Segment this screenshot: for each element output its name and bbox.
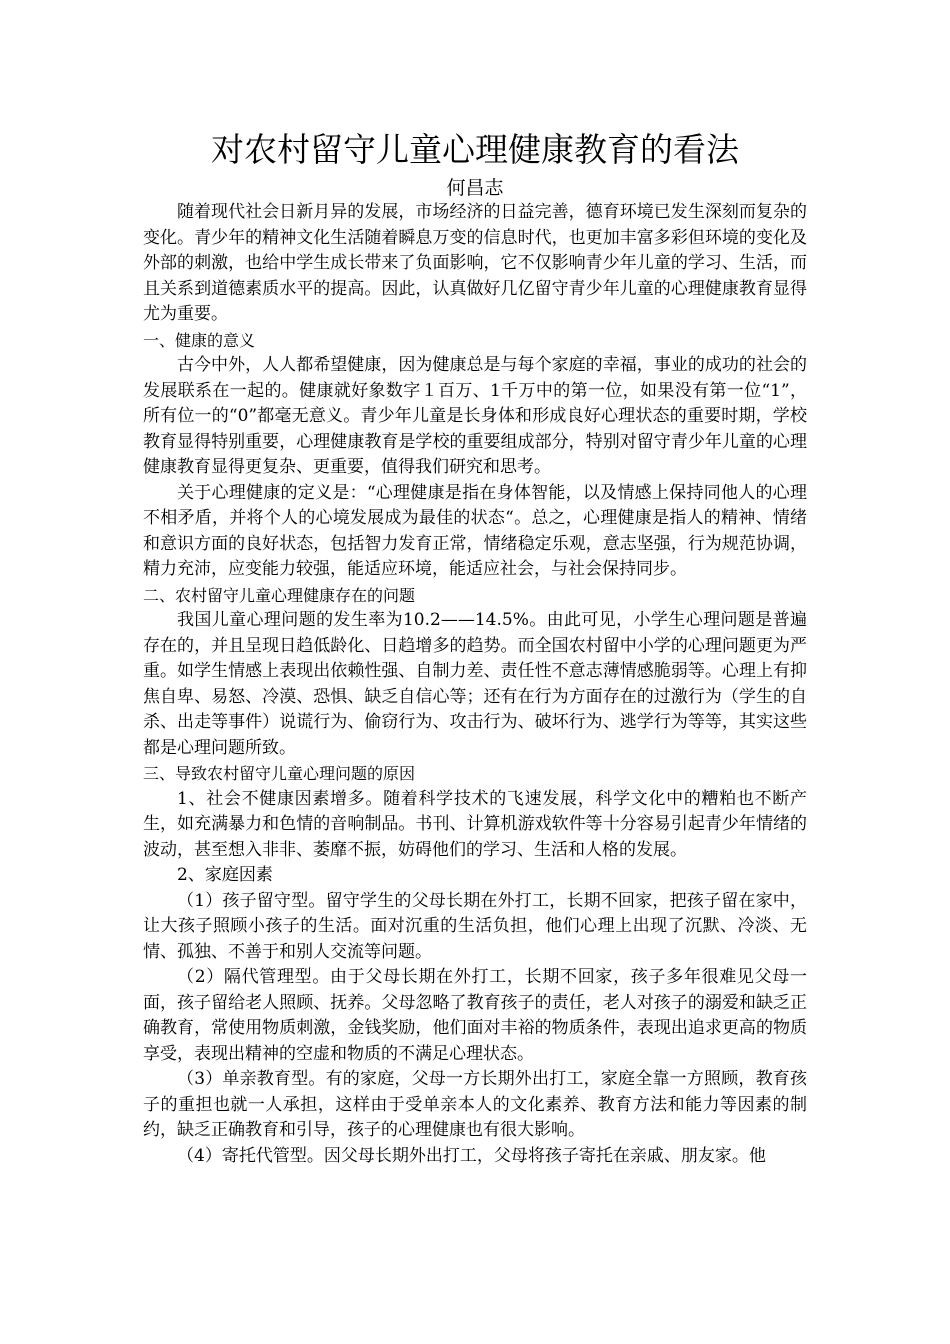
document-title: 对农村留守儿童心理健康教育的看法 (211, 130, 739, 169)
body-paragraph: 关于心理健康的定义是：“心理健康是指在身体智能，以及情感上保持同他人的心理不相矛盾，并将个人的心境发展成为最佳的状态“。总之，心理健康是指人的精神、情绪和意识方面的良好状态，包括智力发育正常，情绪稳定乐观，意志坚强，行为规范协调，精力充沛，应变能力较强，能适应环境，能适应社会，与社会保持同步。 (143, 482, 807, 579)
subheading-family-factors: 2、家庭因素 (177, 865, 273, 885)
body-paragraph: （3）单亲教育型。有的家庭，父母一方长期外出打工，家庭全靠一方照顾，教育孩子的重担也就一人承担，这样由于受单亲本人的文化素养、教育方法和能力等因素的制约，缺乏正确教育和引导，孩子的心理健康也有很大影响。 (143, 1069, 807, 1140)
body-paragraph: 1、社会不健康因素增多。随着科学技术的飞速发展，科学文化中的糟粕也不断产生，如充满暴力和色情的音响制品。书刊、计算机游戏软件等十分容易引起青少年情绪的波动，甚至想入非非、萎靡不振，妨碍他们的学习、生活和人格的发展。 (143, 788, 807, 860)
section-heading-3: 三、导致农村留守儿童心理问题的原因 (143, 764, 416, 783)
section-heading-1: 一、健康的意义 (143, 330, 256, 350)
body-paragraph: 古今中外，人人都希望健康，因为健康总是与每个家庭的幸福，事业的成功的社会的发展联系在一起的。健康就好象数字１百万、1千万中的第一位，如果没有第一位“1”，所有位一的“0”都毫无意义。青少年儿童是长身体和形成良好心理状态的重要时期，学校教育显得特别重要，心理健康教育是学校的重要组成部分，特别对留守青少年儿童的心理健康教育显得更复杂、更重要，值得我们研究和思考。 (143, 355, 807, 477)
intro-paragraph: 随着现代社会日新月异的发展，市场经济的日益完善，德育环境已发生深刻而复杂的变化。青少年的精神文化生活随着瞬息万变的信息时代，也更加丰富多彩但环境的变化及外部的刺激，也给中学生成长带来了负面影响，它不仅影响青少年儿童的学习、生活，而且关系到道德素质水平的提高。因此，认真做好几亿留守青少年儿童的心理健康教育显得尤为重要。 (143, 202, 807, 324)
document-body (143, 200, 807, 1169)
body-paragraph: （2）隔代管理型。由于父母长期在外打工，长期不回家，孩子多年很难见父母一面，孩子留给老人照顾、抚养。父母忽略了教育孩子的责任，老人对孩子的溺爱和缺乏正确教育，常使用物质刺激，金钱奖励，他们面对丰裕的物质条件，表现出追求更高的物质享受，表现出精神的空虚和物质的不满足心理状态。 (143, 967, 807, 1064)
body-paragraph: （4）寄托代管型。因父母长期外出打工，父母将孩子寄托在亲戚、朋友家。他 (177, 1145, 766, 1166)
body-paragraph: （1）孩子留守型。留守学生的父母长期在外打工，长期不回家，把孩子留在家中，让大孩子照顾小孩子的生活。面对沉重的生活负担，他们心理上出现了沉默、冷淡、无情、孤独、不善于和别人交流等问题。 (143, 890, 807, 962)
author-name: 何昌志 (446, 177, 504, 199)
section-heading-2: 二、农村留守儿童心理健康存在的问题 (143, 585, 416, 605)
body-paragraph: 我国儿童心理问题的发生率为10.2——14.5%。由此可见，小学生心理问题是普遍存在的，并且呈现日趋低龄化、日趋增多的趋势。而全国农村留中小学的心理问题更为严重。如学生情感上表现出依赖性强、自制力差、责任性不意志薄情感脆弱等。心理上有抑焦自卑、易怒、冷漠、恐惧、缺乏自信心等；还有在行为方面存在的过激行为（学生的自杀、出走等事件）说谎行为、偷窃行为、攻击行为、破坏行为、逃学行为等等，其实这些都是心理问题所致。 (143, 610, 807, 758)
